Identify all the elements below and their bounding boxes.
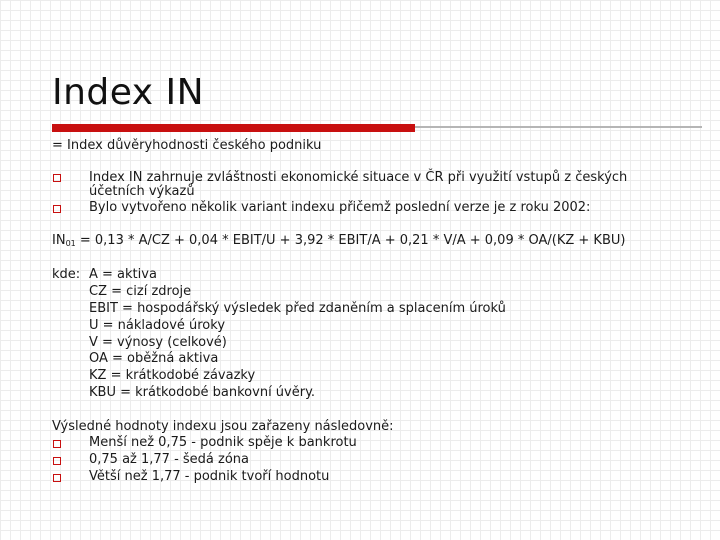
legend-item: U = nákladové úroky	[89, 318, 226, 333]
index-formula	[52, 232, 625, 252]
title-divider-line	[415, 126, 702, 128]
intro-bullet-2: Bylo vytvořeno několik variant indexu přičemž poslední verze je z roku 2002:	[89, 200, 591, 215]
result-item: 0,75 až 1,77 - šedá zóna	[89, 452, 250, 467]
legend-item: KBU = krátkodobé bankovní úvěry.	[89, 385, 316, 400]
hollow-square-bullet-icon	[53, 205, 61, 213]
legend-item: CZ = cizí zdroje	[89, 284, 192, 299]
intro-bullet-1-line-2: účetních výkazů	[89, 184, 195, 199]
legend-item: V = výnosy (celkové)	[89, 335, 227, 350]
result-item: Menší než 0,75 - podnik spěje k bankrotu	[89, 435, 357, 450]
legend-item: OA = oběžná aktiva	[89, 351, 219, 366]
legend-item: KZ = krátkodobé závazky	[89, 368, 256, 383]
intro-bullet-1-line-1: Index IN zahrnuje zvláštnosti ekonomické situace v ČR při využití vstupů z českých	[89, 170, 628, 185]
formula-rhs: = 0,13 * A/CZ + 0,04 * EBIT/U + 3,92 * EBIT/A + 0,21 * V/A + 0,09 * OA/(KZ + KBU)	[75, 233, 626, 248]
title-accent-bar	[52, 124, 415, 132]
results-heading: Výsledné hodnoty indexu jsou zařazeny následovně:	[52, 419, 394, 434]
result-item: Větší než 1,77 - podnik tvoří hodnotu	[89, 469, 330, 484]
formula-lhs: IN	[52, 233, 66, 248]
hollow-square-bullet-icon	[53, 174, 61, 182]
legend-item: EBIT = hospodářský výsledek před zdaněním a splacením úroků	[89, 301, 506, 316]
legend-item: A = aktiva	[89, 267, 157, 282]
slide-title: Index IN	[52, 72, 205, 113]
formula-lhs-subscript: 01	[65, 239, 76, 248]
subtitle: = Index důvěryhodnosti českého podniku	[52, 138, 322, 153]
hollow-square-bullet-icon	[53, 474, 61, 482]
legend-prefix: kde:	[52, 267, 81, 282]
hollow-square-bullet-icon	[53, 440, 61, 448]
hollow-square-bullet-icon	[53, 457, 61, 465]
